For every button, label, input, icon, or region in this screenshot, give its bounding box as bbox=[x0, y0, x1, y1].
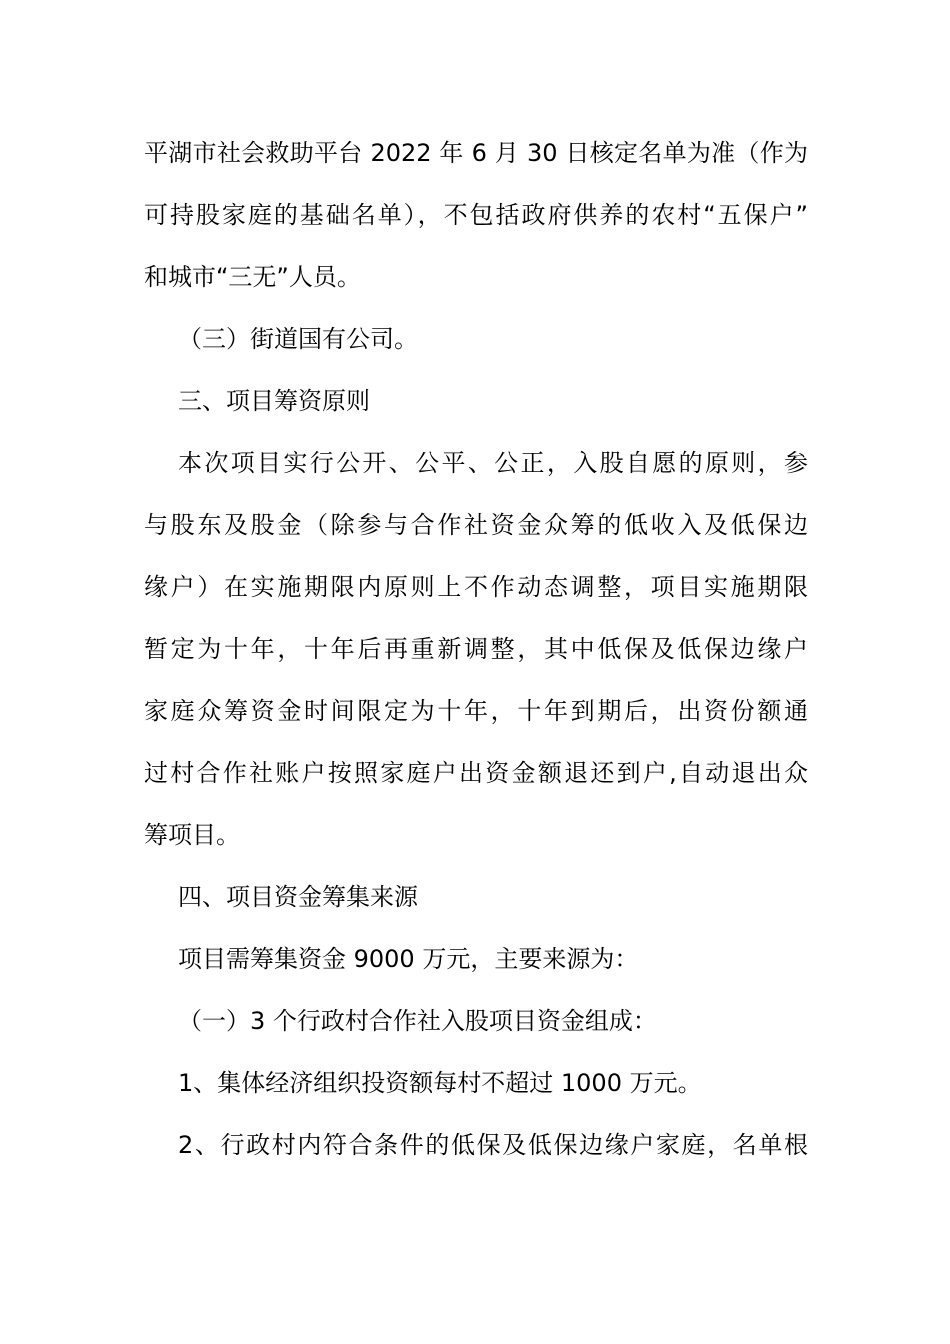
paragraph-line: 过村合作社账户按照家庭户出资金额退还到户,自动退出众 bbox=[144, 759, 808, 787]
paragraph-line: 与股东及股金（除参与合作社资金众筹的低收入及低保边 bbox=[144, 511, 808, 539]
section-heading: 四、项目资金筹集来源 bbox=[178, 883, 418, 911]
list-item: 1、集体经济组织投资额每村不超过 1000 万元。 bbox=[178, 1069, 702, 1097]
paragraph-line: 缘户）在实施期限内原则上不作动态调整，项目实施期限 bbox=[144, 573, 808, 601]
paragraph-line: 暂定为十年，十年后再重新调整，其中低保及低保边缘户 bbox=[144, 635, 808, 663]
subsection-heading: （三）街道国有公司。 bbox=[178, 325, 418, 353]
document-body bbox=[144, 122, 808, 1176]
paragraph-line: 平湖市社会救助平台 2022 年 6 月 30 日核定名单为准（作为 bbox=[144, 139, 808, 167]
paragraph-line: 本次项目实行公开、公平、公正，入股自愿的原则，参 bbox=[178, 449, 808, 477]
section-heading: 三、项目筹资原则 bbox=[178, 387, 370, 415]
paragraph-line: 筹项目。 bbox=[144, 821, 240, 849]
list-item: 2、行政村内符合条件的低保及低保边缘户家庭，名单根 bbox=[178, 1131, 808, 1159]
paragraph-line: 家庭众筹资金时间限定为十年，十年到期后，出资份额通 bbox=[144, 697, 808, 725]
paragraph-line: 项目需筹集资金 9000 万元，主要来源为： bbox=[178, 945, 639, 973]
paragraph-line: 和城市“三无”人员。 bbox=[144, 263, 361, 291]
paragraph-line: 可持股家庭的基础名单），不包括政府供养的农村“五保户” bbox=[144, 201, 808, 229]
subsection-heading: （一）3 个行政村合作社入股项目资金组成： bbox=[178, 1007, 657, 1035]
